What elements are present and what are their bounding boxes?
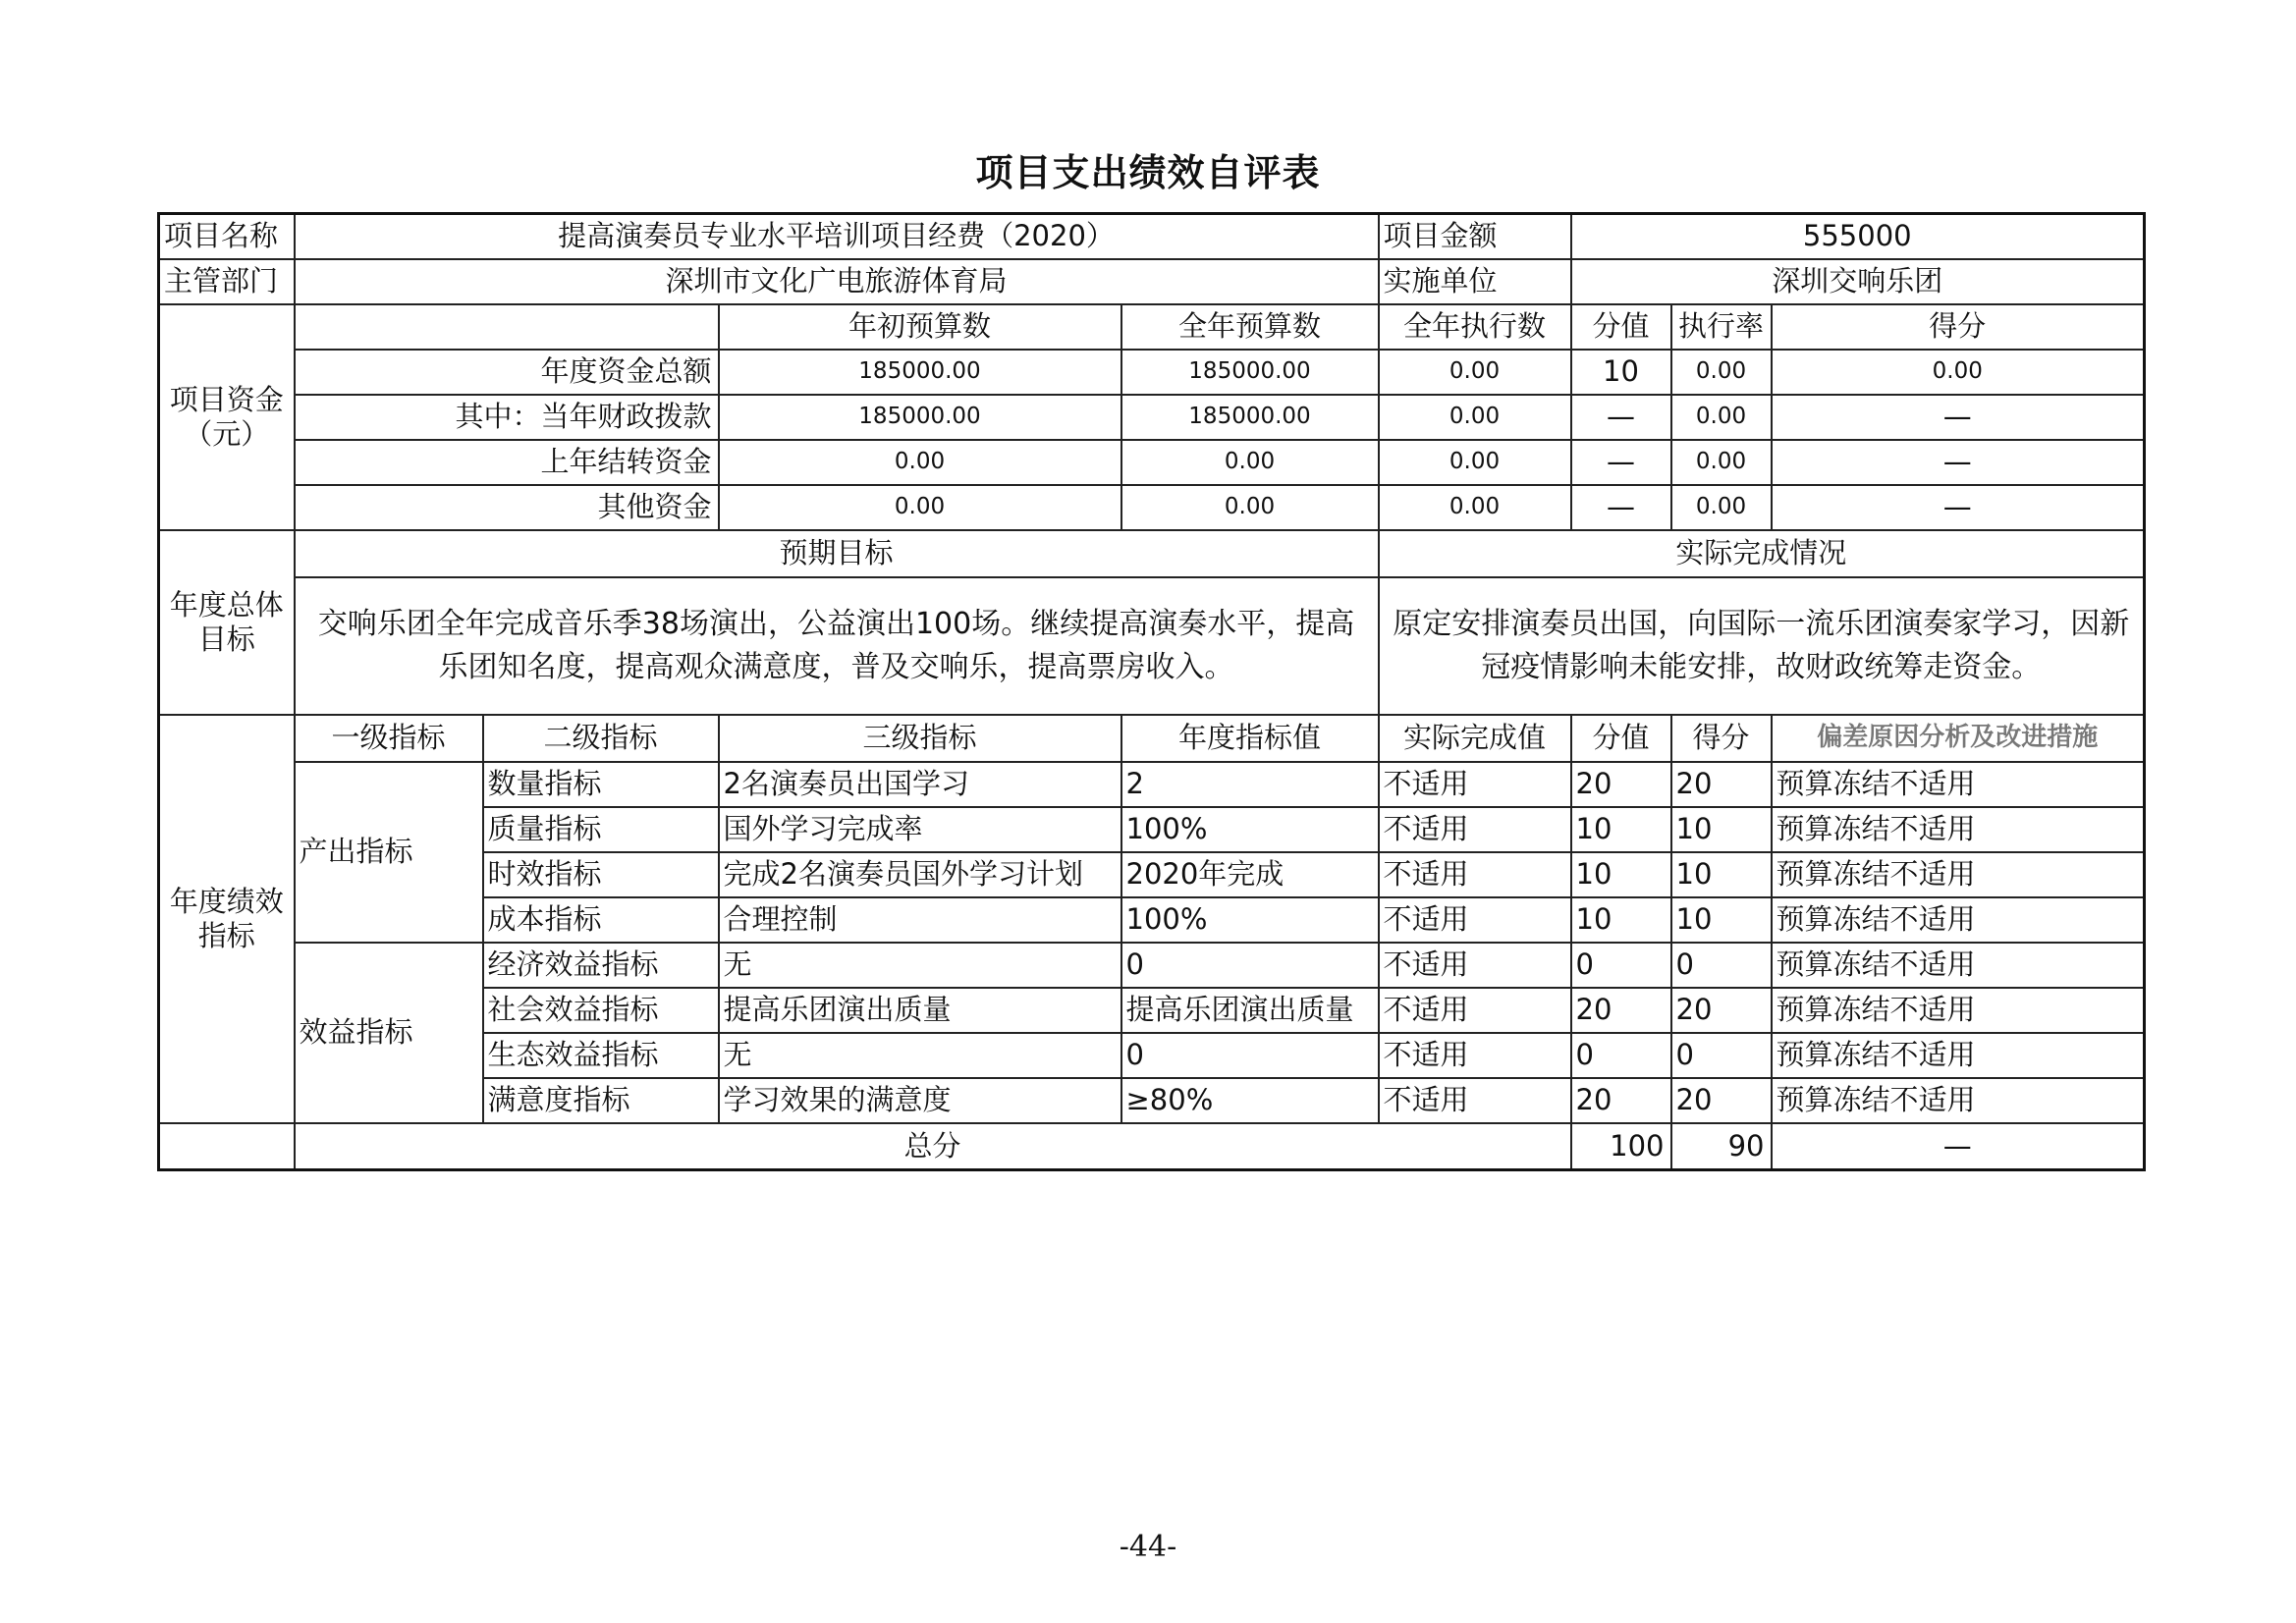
- actual-completion-text: 原定安排演奏员出国，向国际一流乐团演奏家学习，因新冠疫情影响未能安排，故财政统筹走资金。: [1379, 577, 2145, 715]
- indicator-actual: 不适用: [1379, 807, 1571, 852]
- header-level1: 一级指标: [295, 715, 483, 762]
- funds-rate: 0.00: [1671, 350, 1772, 395]
- indicator-weight: 20: [1571, 762, 1671, 807]
- funds-executed: 0.00: [1379, 350, 1571, 395]
- funds-weight: —: [1571, 485, 1671, 530]
- header-reason: 偏差原因分析及改进措施: [1772, 715, 2145, 762]
- indicator-weight: 10: [1571, 852, 1671, 897]
- indicator-actual: 不适用: [1379, 1033, 1571, 1078]
- indicators-header-row: [159, 715, 2145, 762]
- header-actual: 实际完成值: [1379, 715, 1571, 762]
- funds-full: 185000.00: [1121, 350, 1379, 395]
- indicator-level3: 提高乐团演出质量: [719, 988, 1121, 1033]
- funds-header-blank: [295, 304, 719, 350]
- indicator-weight: 20: [1571, 988, 1671, 1033]
- project-amount-value: 555000: [1571, 214, 2145, 259]
- indicator-level2: 生态效益指标: [483, 1033, 719, 1078]
- funds-initial: 0.00: [719, 485, 1121, 530]
- indicator-reason: 预算冻结不适用: [1772, 807, 2145, 852]
- indicator-actual: 不适用: [1379, 852, 1571, 897]
- department-label: 主管部门: [159, 259, 295, 304]
- indicator-row: [159, 762, 2145, 807]
- indicator-reason: 预算冻结不适用: [1772, 1033, 2145, 1078]
- funds-score: —: [1772, 395, 2145, 440]
- total-weight: 100: [1571, 1123, 1671, 1170]
- goals-header-row: [159, 530, 2145, 577]
- indicator-level3: 2名演奏员出国学习: [719, 762, 1121, 807]
- funds-row: [159, 485, 2145, 530]
- indicator-weight: 0: [1571, 1033, 1671, 1078]
- indicator-target: 0: [1121, 943, 1379, 988]
- indicator-score: 0: [1671, 943, 1772, 988]
- indicator-score: 10: [1671, 897, 1772, 943]
- funds-row-label: 年度资金总额: [295, 350, 719, 395]
- document-title: 项目支出绩效自评表: [975, 151, 1321, 194]
- indicator-target: 2: [1121, 762, 1379, 807]
- indicator-actual: 不适用: [1379, 762, 1571, 807]
- indicator-level2: 数量指标: [483, 762, 719, 807]
- indicator-level2: 质量指标: [483, 807, 719, 852]
- funds-executed: 0.00: [1379, 485, 1571, 530]
- funds-score: 0.00: [1772, 350, 2145, 395]
- total-reason: —: [1772, 1123, 2145, 1170]
- funds-full: 185000.00: [1121, 395, 1379, 440]
- indicator-group-label: 效益指标: [295, 943, 483, 1123]
- header-ind-score: 得分: [1671, 715, 1772, 762]
- total-row: [159, 1123, 2145, 1170]
- funds-score: —: [1772, 485, 2145, 530]
- header-ind-weight: 分值: [1571, 715, 1671, 762]
- total-label: 总分: [295, 1123, 1571, 1170]
- funds-row: [159, 395, 2145, 440]
- indicator-target: 2020年完成: [1121, 852, 1379, 897]
- indicator-target: 100%: [1121, 807, 1379, 852]
- funds-header-row: [159, 304, 2145, 350]
- indicator-weight: 10: [1571, 807, 1671, 852]
- indicator-level2: 社会效益指标: [483, 988, 719, 1033]
- project-name-label: 项目名称: [159, 214, 295, 259]
- indicator-level3: 完成2名演奏员国外学习计划: [719, 852, 1121, 897]
- indicator-actual: 不适用: [1379, 943, 1571, 988]
- info-row-name: [159, 214, 2145, 259]
- indicator-weight: 0: [1571, 943, 1671, 988]
- indicator-score: 20: [1671, 1078, 1772, 1123]
- funds-rate: 0.00: [1671, 395, 1772, 440]
- funds-rate: 0.00: [1671, 485, 1772, 530]
- implementing-unit-value: 深圳交响乐团: [1571, 259, 2145, 304]
- funds-row-label: 其他资金: [295, 485, 719, 530]
- header-initial-budget: 年初预算数: [719, 304, 1121, 350]
- indicator-level2: 时效指标: [483, 852, 719, 897]
- header-rate: 执行率: [1671, 304, 1772, 350]
- project-name-value: 提高演奏员专业水平培训项目经费（2020）: [295, 214, 1379, 259]
- funds-weight: 10: [1571, 350, 1671, 395]
- indicator-group-label: 产出指标: [295, 762, 483, 943]
- total-blank: [159, 1123, 295, 1170]
- funds-full: 0.00: [1121, 440, 1379, 485]
- indicator-score: 0: [1671, 1033, 1772, 1078]
- header-level2: 二级指标: [483, 715, 719, 762]
- indicator-weight: 10: [1571, 897, 1671, 943]
- indicator-level3: 合理控制: [719, 897, 1121, 943]
- indicator-level2: 满意度指标: [483, 1078, 719, 1123]
- header-full-budget: 全年预算数: [1121, 304, 1379, 350]
- indicator-reason: 预算冻结不适用: [1772, 897, 2145, 943]
- header-score: 得分: [1772, 304, 2145, 350]
- goals-text-row: [159, 577, 2145, 715]
- header-executed: 全年执行数: [1379, 304, 1571, 350]
- funds-executed: 0.00: [1379, 440, 1571, 485]
- indicator-actual: 不适用: [1379, 988, 1571, 1033]
- funds-executed: 0.00: [1379, 395, 1571, 440]
- funds-weight: —: [1571, 440, 1671, 485]
- funds-initial: 0.00: [719, 440, 1121, 485]
- funds-row-label: 上年结转资金: [295, 440, 719, 485]
- indicator-target: 提高乐团演出质量: [1121, 988, 1379, 1033]
- funds-initial: 185000.00: [719, 350, 1121, 395]
- indicator-actual: 不适用: [1379, 897, 1571, 943]
- implementing-unit-label: 实施单位: [1379, 259, 1571, 304]
- indicator-target: 0: [1121, 1033, 1379, 1078]
- indicator-target: ≥80%: [1121, 1078, 1379, 1123]
- indicator-target: 100%: [1121, 897, 1379, 943]
- funds-initial: 185000.00: [719, 395, 1121, 440]
- expected-goal-header: 预期目标: [295, 530, 1379, 577]
- expected-goal-text: 交响乐团全年完成音乐季38场演出，公益演出100场。继续提高演奏水平，提高乐团知名度，提高观众满意度，普及交响乐，提高票房收入。: [295, 577, 1379, 715]
- indicators-section-label: 年度绩效指标: [159, 715, 295, 1123]
- indicator-level3: 学习效果的满意度: [719, 1078, 1121, 1123]
- indicator-level3: 无: [719, 943, 1121, 988]
- funds-section-label: 项目资金（元）: [159, 304, 295, 530]
- indicator-reason: 预算冻结不适用: [1772, 943, 2145, 988]
- indicator-reason: 预算冻结不适用: [1772, 1078, 2145, 1123]
- indicator-weight: 20: [1571, 1078, 1671, 1123]
- total-score: 90: [1671, 1123, 1772, 1170]
- indicator-score: 20: [1671, 762, 1772, 807]
- indicator-level3: 无: [719, 1033, 1121, 1078]
- header-weight: 分值: [1571, 304, 1671, 350]
- page-number: -44-: [1119, 1530, 1177, 1564]
- indicator-level2: 经济效益指标: [483, 943, 719, 988]
- department-value: 深圳市文化广电旅游体育局: [295, 259, 1379, 304]
- performance-evaluation-table: [157, 212, 2146, 1171]
- header-level3: 三级指标: [719, 715, 1121, 762]
- indicator-score: 20: [1671, 988, 1772, 1033]
- funds-score: —: [1772, 440, 2145, 485]
- funds-row-label: 其中：当年财政拨款: [295, 395, 719, 440]
- header-target: 年度指标值: [1121, 715, 1379, 762]
- funds-rate: 0.00: [1671, 440, 1772, 485]
- indicator-level2: 成本指标: [483, 897, 719, 943]
- funds-weight: —: [1571, 395, 1671, 440]
- indicator-reason: 预算冻结不适用: [1772, 988, 2145, 1033]
- indicator-row: [159, 943, 2145, 988]
- indicator-score: 10: [1671, 807, 1772, 852]
- indicator-score: 10: [1671, 852, 1772, 897]
- indicator-actual: 不适用: [1379, 1078, 1571, 1123]
- goals-section-label: 年度总体目标: [159, 530, 295, 715]
- indicator-reason: 预算冻结不适用: [1772, 762, 2145, 807]
- indicator-level3: 国外学习完成率: [719, 807, 1121, 852]
- funds-full: 0.00: [1121, 485, 1379, 530]
- info-row-dept: [159, 259, 2145, 304]
- indicator-reason: 预算冻结不适用: [1772, 852, 2145, 897]
- funds-row: [159, 440, 2145, 485]
- actual-completion-header: 实际完成情况: [1379, 530, 2145, 577]
- funds-row: [159, 350, 2145, 395]
- project-amount-label: 项目金额: [1379, 214, 1571, 259]
